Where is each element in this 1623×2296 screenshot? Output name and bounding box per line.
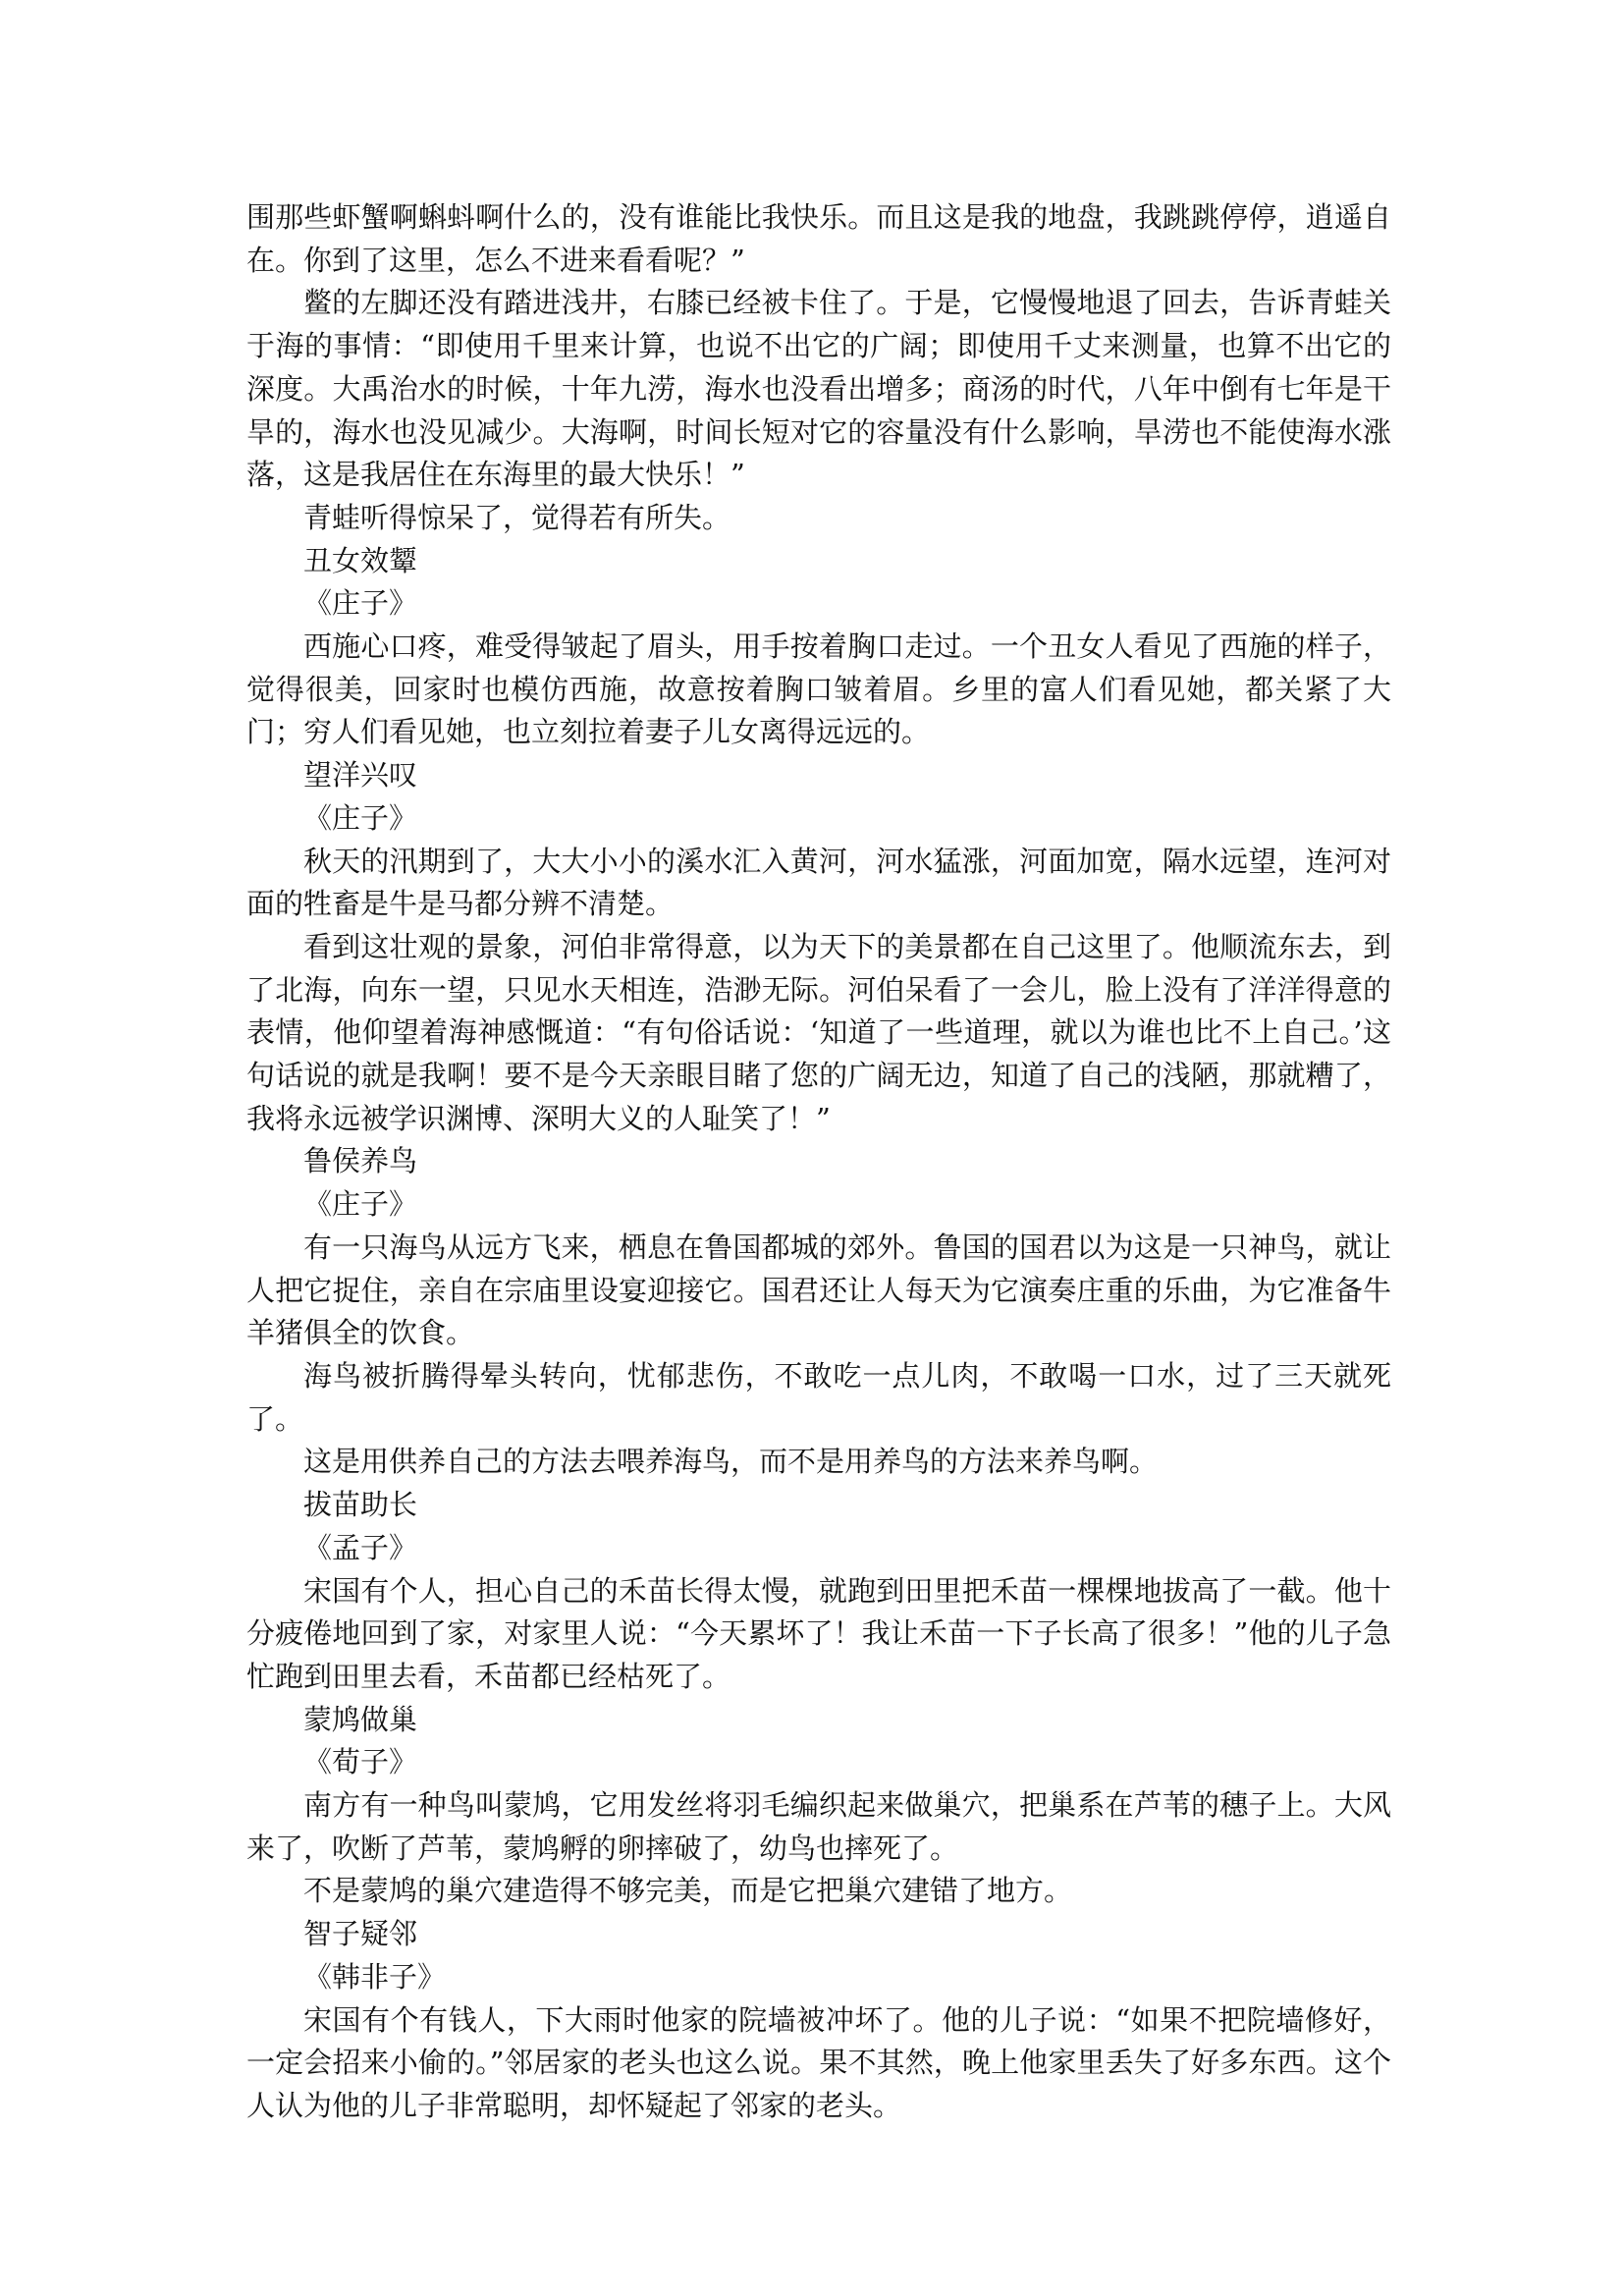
paragraph: 不是蒙鸠的巢穴建造得不够完美，而是它把巢穴建错了地方。 [303, 1874, 1073, 1908]
story-source: 《庄子》 [303, 800, 418, 835]
story-source: 《庄子》 [303, 586, 418, 621]
story-source: 《庄子》 [303, 1187, 418, 1222]
story-source: 《韩非子》 [303, 1959, 447, 1994]
paragraph: 海鸟被折腾得晕头转向，忧郁悲伤，不敢吃一点儿肉，不敢喝一口水，过了三天就死了。 [246, 1358, 1391, 1436]
paragraph: 看到这壮观的景象，河伯非常得意，以为天下的美景都在自己这里了。他顺流东去，到了北海，向东一望，只见水天相连，浩渺无际。河伯呆看了一会儿，脸上没有了洋洋得意的表情，他仰望着海神感慨道：“有句俗话说：‘知道了一些道理，就以为谁也比不上自己。’这句话说的就是我啊！要不是今天亲眼目睹了您的广阔无边，知道了自己的浅陋，那就糟了，我将永远被学识渊博、深明大义的人耻笑了！” [246, 929, 1391, 1135]
story-title: 智子疑邻 [303, 1917, 418, 1951]
story-title: 丑女效颦 [303, 543, 418, 577]
story-source: 《荀子》 [303, 1745, 418, 1779]
story-title: 拔苗助长 [303, 1488, 418, 1522]
story-title: 鲁侯养鸟 [303, 1144, 418, 1178]
paragraph: 有一只海鸟从远方飞来，栖息在鲁国都城的郊外。鲁国的国君以为这是一只神鸟，就让人把它捉住，亲自在宗庙里设宴迎接它。国君还让人每天为它演奏庄重的乐曲，为它准备牛羊猪俱全的饮食。 [246, 1230, 1391, 1350]
paragraph: 宋国有个人，担心自己的禾苗长得太慢，就跑到田里把禾苗一棵棵地拔高了一截。他十分疲倦地回到了家，对家里人说：“今天累坏了！我让禾苗一下子长高了很多！”他的儿子急忙跑到田里去看，禾苗都已经枯死了。 [246, 1573, 1391, 1693]
paragraph: 这是用供养自己的方法去喂养海鸟，而不是用养鸟的方法来养鸟啊。 [303, 1445, 1159, 1479]
story-title: 蒙鸠做巢 [303, 1702, 418, 1736]
paragraph: 围那些虾蟹啊蝌蚪啊什么的，没有谁能比我快乐。而且这是我的地盘，我跳跳停停，逍遥自在。你到了这里，怎么不进来看看呢？” [246, 200, 1391, 277]
paragraph: 青蛙听得惊呆了，觉得若有所失。 [303, 500, 731, 534]
paragraph: 南方有一种鸟叫蒙鸠，它用发丝将羽毛编织起来做巢穴，把巢系在芦苇的穗子上。大风来了，吹断了芦苇，蒙鸠孵的卵摔破了，幼鸟也摔死了。 [246, 1788, 1391, 1865]
paragraph: 鳖的左脚还没有踏进浅井，右膝已经被卡住了。于是，它慢慢地退了回去，告诉青蛙关于海的事情：“即使用千里来计算，也说不出它的广阔；即使用千丈来测量，也算不出它的深度。大禹治水的时候，十年九涝，海水也没看出增多；商汤的时代，八年中倒有七年是干旱的，海水也没见减少。大海啊，时间长短对它的容量没有什么影响，旱涝也不能使海水涨落，这是我居住在东海里的最大快乐！” [246, 286, 1391, 492]
paragraph: 秋天的汛期到了，大大小小的溪水汇入黄河，河水猛涨，河面加宽，隔水远望，连河对面的牲畜是牛是马都分辨不清楚。 [246, 844, 1391, 921]
document-page [246, 196, 1391, 2128]
story-source: 《孟子》 [303, 1530, 418, 1564]
story-title: 望洋兴叹 [303, 758, 418, 793]
paragraph: 宋国有个有钱人，下大雨时他家的院墙被冲坏了。他的儿子说：“如果不把院墙修好，一定会招来小偷的。”邻居家的老头也这么说。果不其然，晚上他家里丢失了好多东西。这个人认为他的儿子非常聪明，却怀疑起了邻家的老头。 [246, 2002, 1391, 2122]
paragraph: 西施心口疼，难受得皱起了眉头，用手按着胸口走过。一个丑女人看见了西施的样子，觉得很美，回家时也模仿西施，故意按着胸口皱着眉。乡里的富人们看见她，都关紧了大门；穷人们看见她，也立刻拉着妻子儿女离得远远的。 [246, 629, 1391, 749]
